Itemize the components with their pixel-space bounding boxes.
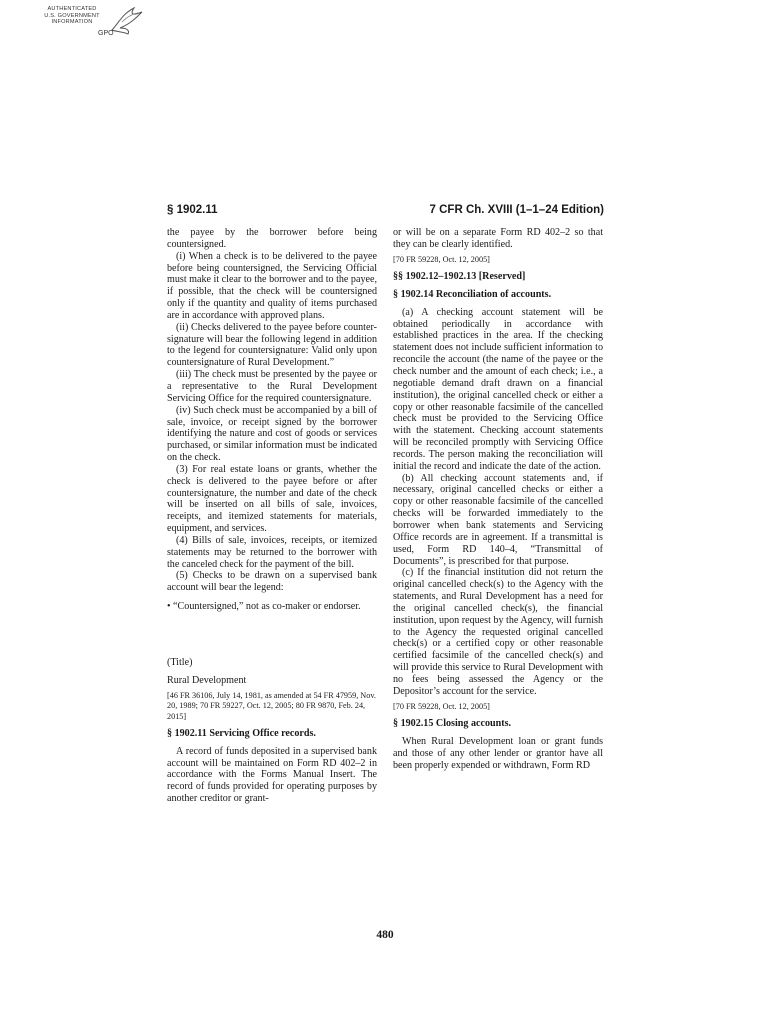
paragraph: the payee by the borrower before being countersigned.	[167, 227, 377, 250]
section-heading: §§ 1902.12–1902.13 [Reserved]	[393, 271, 526, 283]
paragraph: (i) When a check is to be delivered to the payee before being countersigned, the Servicing Official must make it clear to the borrower and to the payee, if possible, that the check will be countersigned only if the quantity and quality of items purchased are in accordance with approved plans.	[167, 250, 377, 321]
bullet-item: • “Countersigned,” not as co-maker or endorser.	[167, 601, 361, 613]
paragraph: (c) If the financial institution did not return the original cancelled check(s) to the Agency with the statements, and Rural Development has a need for the original cancelled check(s), the financial institution, upon request by the Agency, will furnish to the Agency the requested original cancelled check(s) or a certified copy or other reasonable certified facsimile of the cancelled check(s) and will provide this service to Rural Development with no fees being assessed the Agency or the Depositor’s account for the service.	[393, 567, 603, 697]
paragraph: (b) All checking account statements and, if necessary, original cancelled checks or either a copy or other reasonable facsimile of the cancelled checks will be forwarded immediately to the borrower when bank statements and Servicing Office records are in agreement. If a transmittal is used, Form RD 140–4, “Transmittal of Documents”, is prescribed for that purpose.	[393, 472, 603, 567]
right-column	[393, 227, 603, 771]
section-heading: § 1902.14 Reconciliation of accounts.	[393, 288, 552, 300]
section-header: § 1902.11	[167, 204, 218, 216]
logo-line: INFORMATION	[51, 19, 93, 26]
paragraph: (iii) The check must be presented by the payee or a representative to the Rural Development Servicing Office for the required countersignature.	[167, 369, 377, 404]
citation: [70 FR 59228, Oct. 12, 2005]	[393, 701, 490, 711]
logo-line: U.S. GOVERNMENT	[44, 12, 100, 19]
paragraph: A record of funds deposited in a supervised bank account will be maintained on Form RD 402–2 in accordance with the Forms Manual Insert. The record of funds provided for operating purposes by another creditor or grant-	[167, 745, 377, 805]
paragraph: (a) A checking account statement will be obtained periodically in accordance with established practices in the area. If the checking statement does not include sufficient information to reconcile the account (the name of the payee or the check number and the amount of each check; i.e., a negotiable demand draft drawn on a financial institution), the original cancelled check or either a copy or other reasonable facsimile of the cancelled check must be provided to the Servicing Office with the statement. Checking account statements will be reconciled promptly with Servicing Office records. The person making the reconciliation will initial the record and indicate the date of the action.	[393, 306, 603, 472]
gpo-authenticated-logo	[28, 4, 148, 46]
citation: [46 FR 36106, July 14, 1981, as amended at 54 FR 47959, Nov. 20, 1989; 70 FR 59227, Oct. 12, 2005; 80 FR 9870, Feb. 24, 2015]	[167, 690, 376, 721]
logo-text	[28, 6, 116, 26]
paragraph: (iv) Such check must be accompanied by a bill of sale, invoice, or receipt signed by the borrower identifying the nature and cost of goods or services purchased, or similar information must be indicated on the check.	[167, 404, 377, 464]
paragraph: (Title)	[167, 657, 193, 668]
page-number: 480	[376, 929, 394, 941]
paragraph: or will be on a separate Form RD 402–2 so that they can be clearly identified.	[393, 227, 603, 250]
eagle-icon	[108, 4, 148, 38]
paragraph: Rural Development	[167, 674, 247, 686]
gpo-mark: GPO	[98, 30, 114, 37]
paragraph: When Rural Development loan or grant funds and those of any other lender or grantor have all been properly expended or withdrawn, Form RD	[393, 735, 603, 771]
left-column	[167, 227, 377, 805]
paragraph: (3) For real estate loans or grants, whether the check is delivered to the payee before or after countersignature, the number and date of the check will be inserted on all bills of sale, invoices, receipts, and itemized statements for materials, equipment, and services.	[167, 463, 377, 535]
spacer	[167, 613, 377, 657]
paragraph: (5) Checks to be drawn on a supervised bank account will bear the legend:	[167, 570, 377, 594]
citation: [70 FR 59228, Oct. 12, 2005]	[393, 254, 490, 264]
edition-header: 7 CFR Ch. XVIII (1–1–24 Edition)	[429, 204, 604, 216]
section-heading: § 1902.15 Closing accounts.	[393, 718, 512, 730]
paragraph: (4) Bills of sale, invoices, receipts, or itemized statements may be returned to the borrower with the canceled check for the payment of the bill.	[167, 534, 377, 570]
paragraph: (ii) Checks delivered to the payee before counter-signature will bear the following legend in addition to the legend for countersignature: Valid only upon countersignature of Rural Development.”	[167, 321, 377, 369]
logo-line: AUTHENTICATED	[47, 6, 97, 12]
section-heading: § 1902.11 Servicing Office records.	[167, 727, 316, 739]
